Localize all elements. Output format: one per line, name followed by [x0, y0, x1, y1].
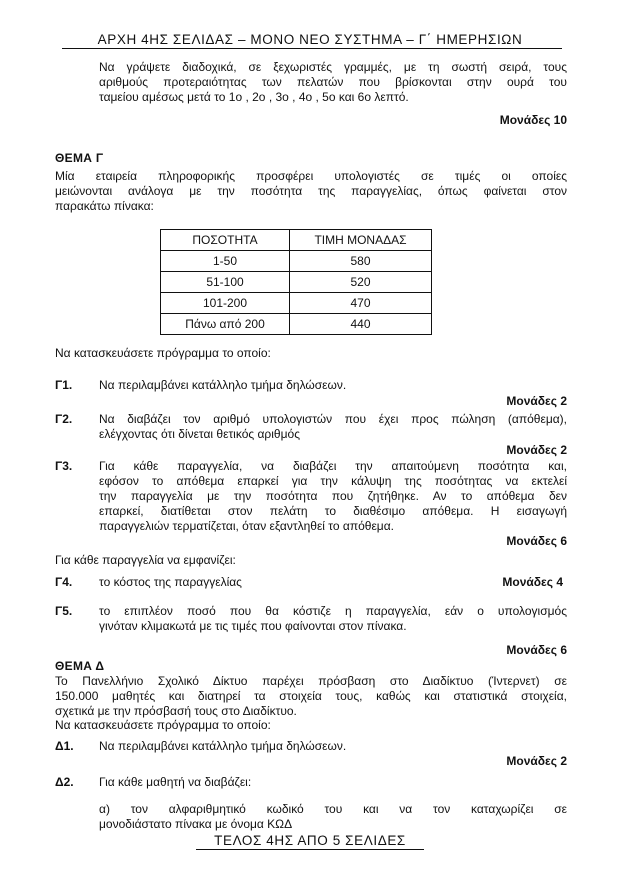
table-cell-price: 580 — [290, 251, 432, 272]
table-cell-price: 470 — [290, 293, 432, 314]
price-table — [160, 229, 432, 335]
theme-d-heading: ΘΕΜΑ Δ — [55, 659, 105, 673]
table-row — [161, 272, 432, 293]
theme-d-instruction: Να κατασκευάσετε πρόγραμμα το οποίο: — [55, 718, 271, 732]
theme-d-intro-line-2: 150.000 μαθητές και διατηρεί τα στοιχεία τους, καθώς και στατιστικά στοιχεία, — [55, 689, 567, 703]
table-cell-quantity: 1-50 — [161, 251, 290, 272]
header-underline — [62, 48, 562, 49]
page-footer-text: ΤΕΛΟΣ 4ΗΣ ΑΠΟ 5 ΣΕΛΙΔΕΣ — [214, 833, 406, 848]
table-cell-quantity: Πάνω από 200 — [161, 314, 290, 335]
intro-line-2: αριθμούς προτεραιότητας των πελατών που βρίσκονται στην ουρά του — [99, 75, 567, 89]
g5-line-1: το επιπλέον ποσό που θα κόστιζε η παραγγελία, εάν ο υπολογισμός — [99, 604, 567, 618]
g4-label: Γ4. — [55, 575, 73, 589]
intro-line-3: ταμείου αμέσως μετά το 1ο , 2ο , 3ο , 4ο , 5ο και 6ο λεπτό. — [99, 90, 409, 104]
table-row — [161, 293, 432, 314]
d2-text: Για κάθε μαθητή να διαβάζει: — [99, 775, 252, 789]
g2-marks: Μονάδες 2 — [506, 443, 567, 457]
g5-marks: Μονάδες 6 — [506, 643, 567, 657]
intro-line-1: Να γράψετε διαδοχικά, σε ξεχωριστές γραμμές, με τη σωστή σειρά, τους — [99, 60, 567, 74]
theme-c-intro-line-2: μειώνονται ανάλογα με την ποσότητα της παραγγελίας, όπως φαίνεται στον — [55, 184, 567, 198]
g4-marks: Μονάδες 4 — [502, 575, 563, 589]
table-cell-quantity: 51-100 — [161, 272, 290, 293]
g5-label: Γ5. — [55, 604, 73, 618]
g3-marks: Μονάδες 6 — [506, 534, 567, 548]
d2-sub-a-line-2: μονοδιάστατο πίνακα με όνομα ΚΩΔ — [99, 817, 293, 831]
g3-line-3: την παραγγελία με την ποσότητα που ζητήθηκε. Αν το απόθεμα δεν — [99, 489, 567, 503]
g2-line-2: ελέγχοντας ότι δίνεται θετικός αριθμός — [99, 427, 300, 441]
d2-label: Δ2. — [55, 775, 74, 789]
g3-line-4: επαρκεί, διατίθεται στον πελάτη το διαθέσιμο απόθεμα. Η εισαγωγή — [99, 504, 567, 518]
g3-label: Γ3. — [55, 459, 73, 473]
g2-line-1: Να διαβάζει τον αριθμό υπολογιστών που έχει προς πώληση (απόθεμα), — [99, 412, 567, 426]
table-row — [161, 314, 432, 335]
theme-c-heading: ΘΕΜΑ Γ — [55, 151, 104, 165]
page-header — [0, 32, 620, 48]
table-header-quantity: ΠΟΣΟΤΗΤΑ — [161, 230, 290, 251]
g1-marks: Μονάδες 2 — [506, 394, 567, 408]
price-table-header-row — [161, 230, 432, 251]
g1-text: Να περιλαμβάνει κατάλληλο τμήμα δηλώσεων. — [99, 378, 347, 392]
display-intro: Για κάθε παραγγελία να εμφανίζει: — [55, 553, 236, 567]
footer-underline — [196, 849, 424, 850]
d1-text: Να περιλαμβάνει κατάλληλο τμήμα δηλώσεων. — [99, 739, 347, 753]
theme-d-intro-line-3: σχετικά με την πρόσβασή τους στο Διαδίκτυο. — [55, 704, 297, 718]
d1-label: Δ1. — [55, 739, 74, 753]
page-footer — [0, 833, 620, 849]
table-cell-price: 440 — [290, 314, 432, 335]
theme-c-intro-line-1: Μία εταιρεία πληροφορικής προσφέρει υπολογιστές σε τιμές οι οποίες — [55, 169, 567, 183]
g3-line-2: εφόσον το απόθεμα επαρκεί για την κάλυψη της ποσότητας να εκτελεί — [99, 474, 567, 488]
table-header-unit-price: ΤΙΜΗ ΜΟΝΑΔΑΣ — [290, 230, 432, 251]
g2-label: Γ2. — [55, 412, 73, 426]
table-cell-quantity: 101-200 — [161, 293, 290, 314]
g3-line-5: παραγγελιών τερματίζεται, όταν εξαντληθεί το απόθεμα. — [99, 519, 394, 533]
page-header-text: ΑΡΧΗ 4ΗΣ ΣΕΛΙΔΑΣ – ΜΟΝΟ ΝΕΟ ΣΥΣΤΗΜΑ – Γ΄ ΗΜΕΡΗΣΙΩΝ — [97, 32, 523, 47]
table-cell-price: 520 — [290, 272, 432, 293]
d1-marks: Μονάδες 2 — [506, 754, 567, 768]
g3-line-1: Για κάθε παραγγελία, να διαβάζει την απαιτούμενη ποσότητα και, — [99, 459, 567, 473]
d2-sub-a-line-1: α) τον αλφαριθμητικό κωδικό του και να τον καταχωρίζει σε — [99, 802, 567, 816]
theme-c-intro-line-3: παρακάτω πίνακα: — [55, 199, 154, 213]
intro-marks: Μονάδες 10 — [499, 113, 567, 127]
theme-c-instruction: Να κατασκευάσετε πρόγραμμα το οποίο: — [55, 346, 271, 360]
g1-label: Γ1. — [55, 378, 73, 392]
g4-text: το κόστος της παραγγελίας — [99, 575, 242, 589]
theme-d-intro-line-1: Το Πανελλήνιο Σχολικό Δίκτυο παρέχει πρόσβαση στο Διαδίκτυο (Ίντερνετ) σε — [55, 674, 567, 688]
g5-line-2: γινόταν κλιμακωτά με τις τιμές που φαίνονται στον πίνακα. — [99, 619, 407, 633]
table-row — [161, 251, 432, 272]
